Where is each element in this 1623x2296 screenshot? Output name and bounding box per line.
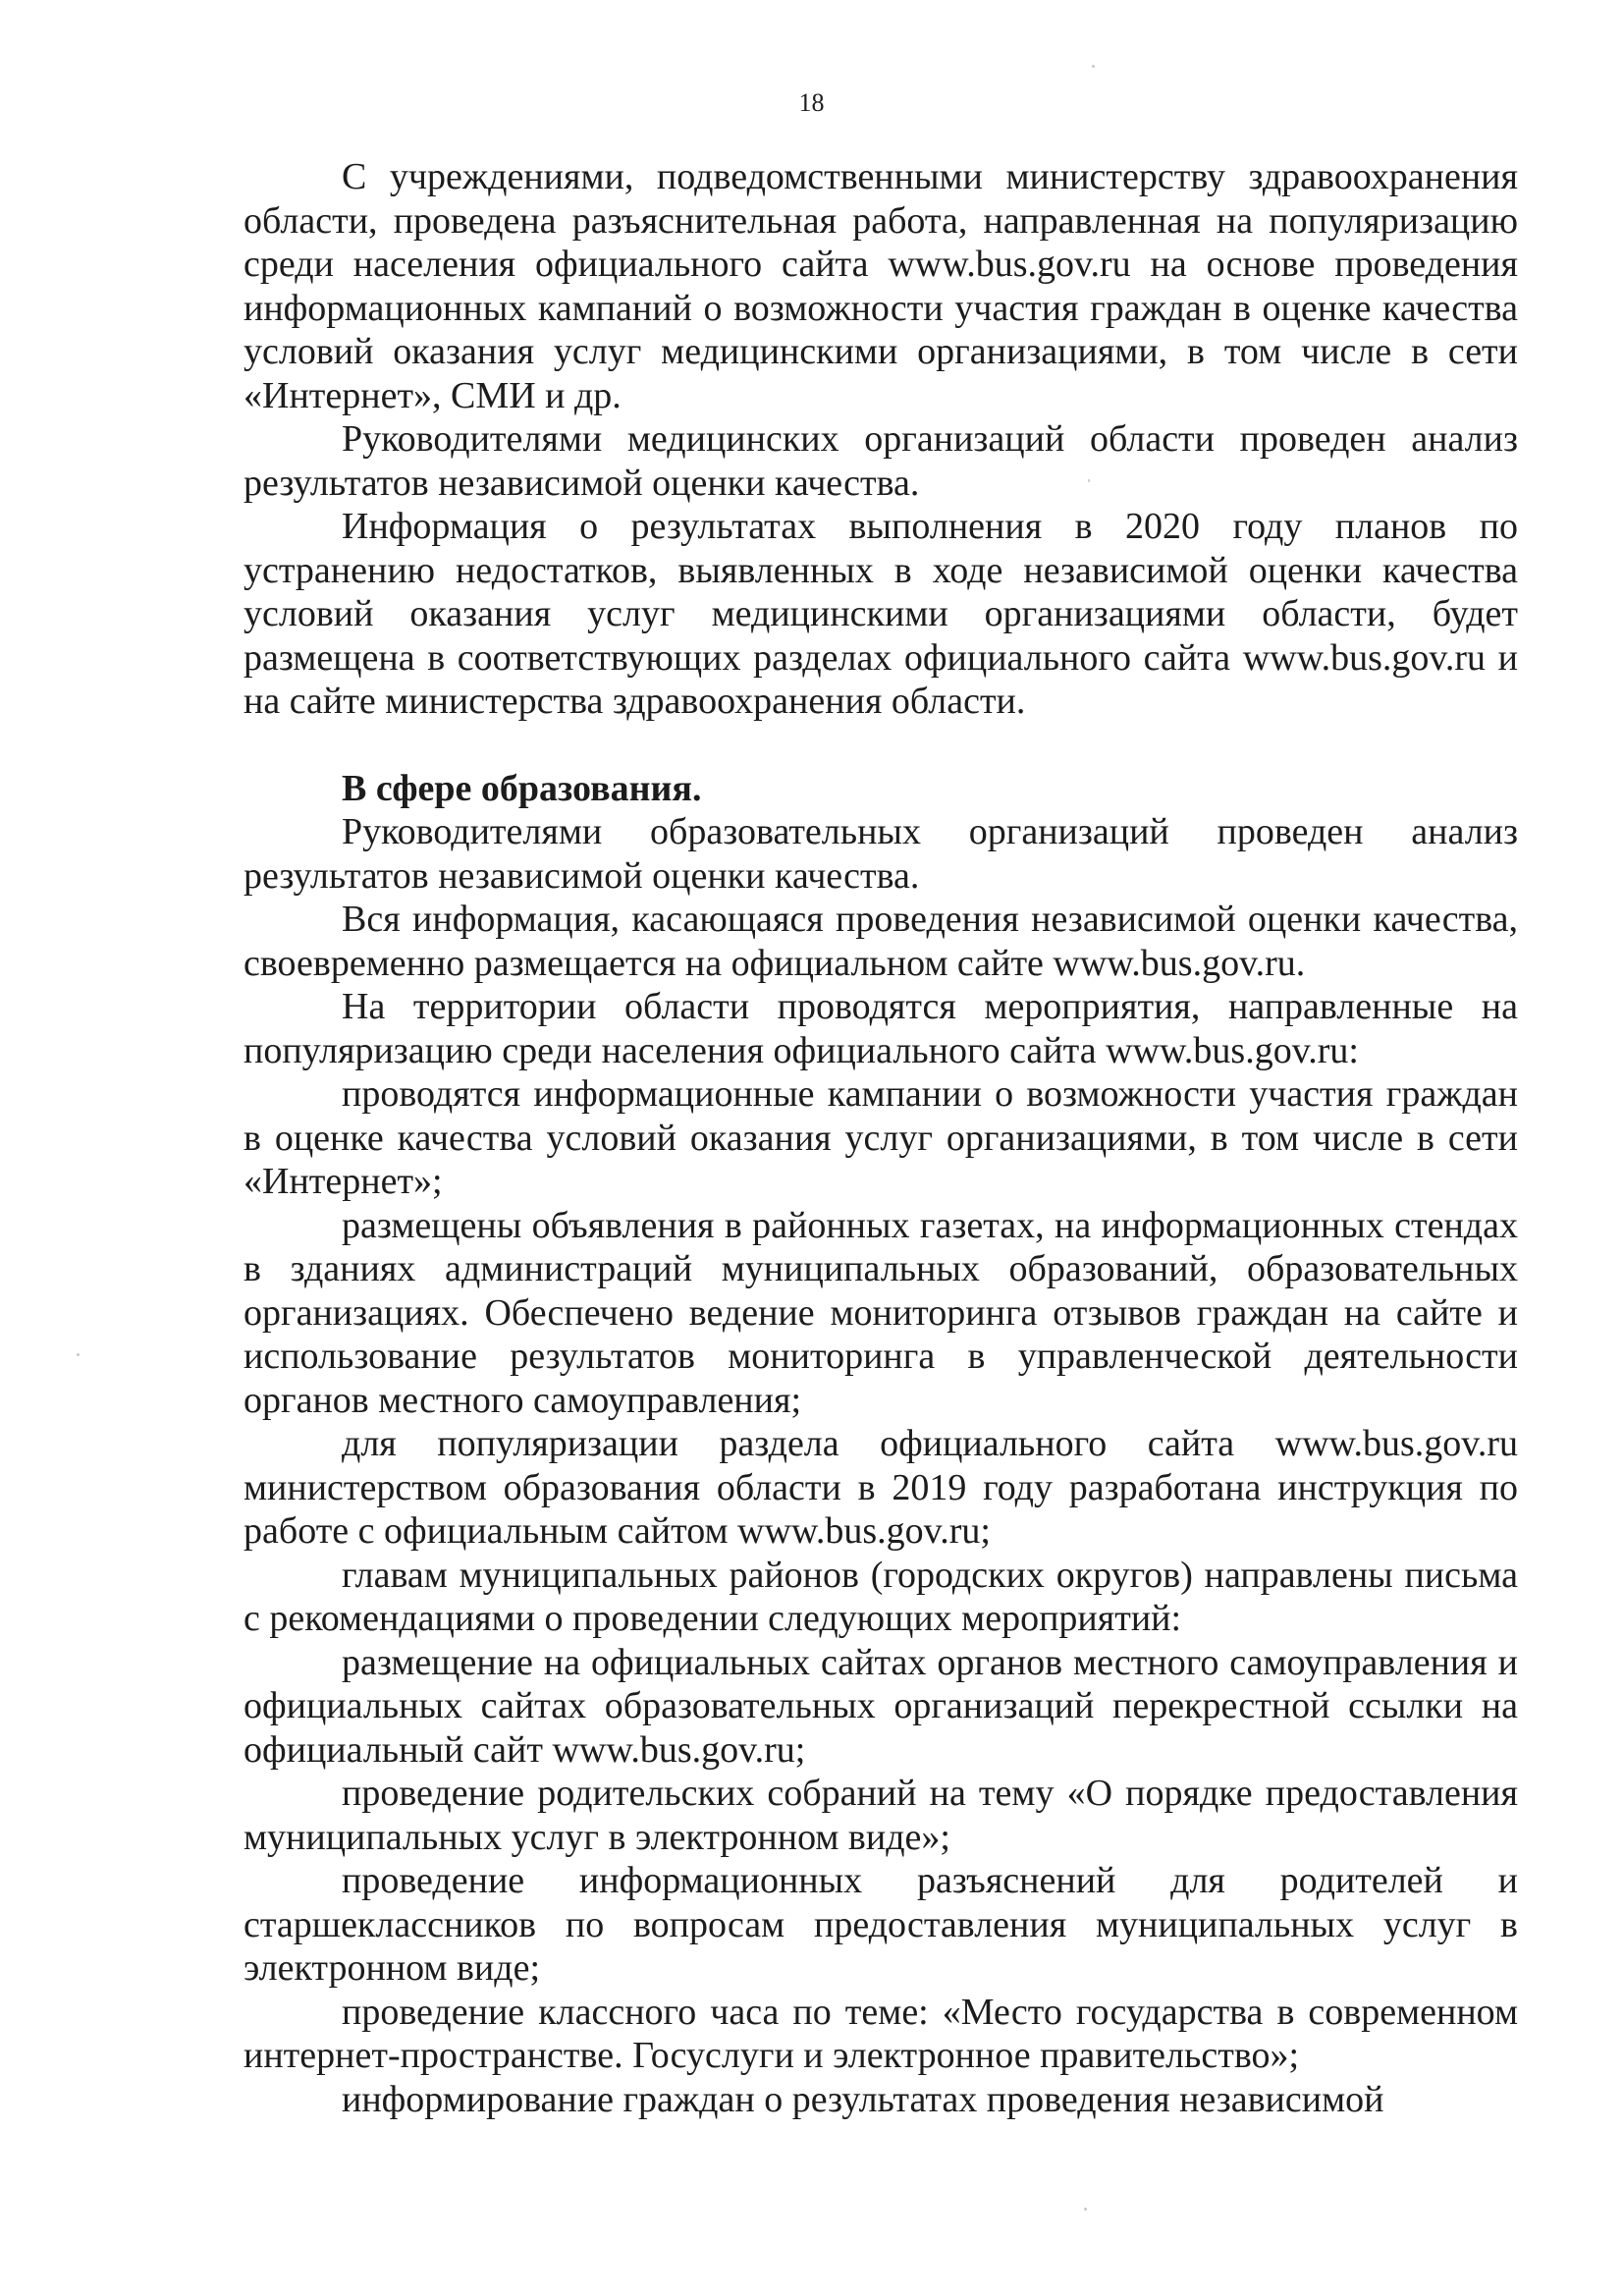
paragraph-education-info: Вся информация, касающаяся проведения независимой оценки качества, своевременно размещается на официальном сайте www.bus.gov.ru. [243, 899, 1518, 984]
list-item-parent-meetings: проведение родительских собраний на тему «О порядке предоставления муниципальных услуг в электронном виде»; [243, 1773, 1518, 1858]
list-item-campaigns: проводятся информационные кампании о возможности участия граждан в оценке качества условий оказания услуг организациями, в том числе в сети «Интернет»; [243, 1073, 1518, 1202]
list-item-announcements: размещены объявления в районных газетах, на информационных стендах в зданиях администраций муниципальных образований, образовательных организациях. Обеспечено ведение мониторинга отзывов граждан на сайте и использование результатов мониторинга в управленческой деятельности органов местного самоуправления; [243, 1204, 1518, 1421]
paragraph-health-outreach: С учреждениями, подведомственными министерству здравоохранения области, проведена разъяснительная работа, направленная на популяризацию среди населения официального сайта www.bus.gov.ru на основе проведения информационных кампаний о возможности участия граждан в оценке качества условий оказания услуг медицинскими организациями, в том числе в сети «Интернет», СМИ и др. [243, 156, 1518, 416]
page-number: 18 [798, 88, 825, 117]
scan-speck [1088, 479, 1090, 482]
section-heading-education: В сфере образования. [342, 767, 702, 809]
scan-speck [77, 1353, 80, 1356]
list-item-letters: главам муниципальных районов (городских округов) направлены письма с рекомендациями о проведении следующих мероприятий: [243, 1554, 1518, 1639]
paragraph-health-results: Информация о результатах выполнения в 2020 году планов по устранению недостатков, выявленных в ходе независимой оценки качества условий оказания услуг медицинскими организациями области, будет размещена в соответствующих разделах официального сайта www.bus.gov.ru и на сайте министерства здравоохранения области. [243, 506, 1518, 722]
paragraph-education-analysis: Руководителями образовательных организаций проведен анализ результатов независимой оценки качества. [243, 811, 1518, 897]
list-item-informing: информирование граждан о результатах проведения независимой [342, 2078, 1384, 2120]
paragraph-health-analysis: Руководителями медицинских организаций области проведен анализ результатов независимой оценки качества. [243, 418, 1518, 504]
paragraph-education-events: На территории области проводятся мероприятия, направленные на популяризацию среди населения официального сайта www.bus.gov.ru: [243, 986, 1518, 1071]
list-item-instruction: для популяризации раздела официального сайта www.bus.gov.ru министерством образования области в 2019 году разработана инструкция по работе с официальным сайтом www.bus.gov.ru; [243, 1423, 1518, 1552]
scan-speck [1084, 2208, 1087, 2211]
list-item-cross-links: размещение на официальных сайтах органов местного самоуправления и официальных сайтах образовательных организаций перекрестной ссылки на официальный сайт www.bus.gov.ru; [243, 1641, 1518, 1771]
document-body [243, 155, 1518, 2121]
scan-speck [1092, 65, 1095, 68]
list-item-class-hour: проведение классного часа по теме: «Место государства в современном интернет-пространстве. Госуслуги и электронное правительство»; [243, 1991, 1518, 2076]
list-item-explanations: проведение информационных разъяснений для родителей и старшеклассников по вопросам предоставления муниципальных услуг в электронном виде; [243, 1860, 1518, 1989]
